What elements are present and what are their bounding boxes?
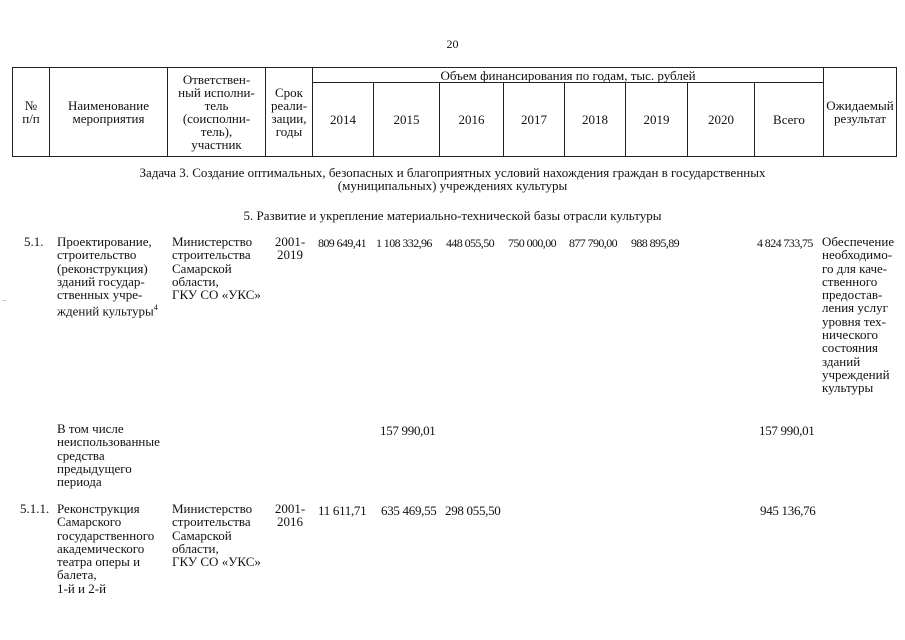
row-total: 157 990,01 (759, 423, 815, 438)
margin-mark: ⁻ (2, 298, 8, 309)
header-year-2017: 2017 (504, 83, 565, 157)
header-year-2014: 2014 (313, 83, 374, 157)
header-num: № п/п (13, 68, 50, 157)
header-financing: Объем финансирования по годам, тыс. рублей (313, 68, 824, 83)
header-year-2020: 2020 (688, 83, 755, 157)
header-responsible: Ответствен- ный исполни- тель (соисполни- тель), участник (168, 68, 266, 157)
row-value-2014: 11 611,71 (318, 503, 367, 518)
header-year-2016: 2016 (440, 83, 504, 157)
row-value-2016: 298 055,50 (445, 503, 501, 518)
header-name: Наименование мероприятия (50, 68, 168, 157)
row-number: 5.1.1. (20, 501, 50, 516)
section-heading: 5. Развитие и укрепление материально-технической базы отрасли культуры (243, 208, 662, 223)
row-value-2015: 635 469,55 (381, 503, 437, 518)
row-value-2018: 877 790,00 (569, 236, 618, 250)
row-name (57, 235, 172, 318)
task-heading: Задача 3. Создание оптимальных, безопасных и благоприятных условий нахождения граждан в государственных (муниципальных) учреждениях культуры (139, 165, 766, 194)
row-term: 2001- 2016 (274, 501, 306, 530)
header-term: Срок реали- зации, годы (266, 68, 313, 157)
header-year-2015: 2015 (374, 83, 440, 157)
row-value-2019: 988 895,89 (631, 236, 680, 250)
header-result: Ожидаемый результат (824, 68, 897, 157)
row-value-2015: 1 108 332,96 (376, 236, 432, 250)
header-year-2019: 2019 (626, 83, 688, 157)
row-total: 945 136,76 (760, 503, 816, 518)
row-name-text: Проектирование, строительство (реконструкция) зданий государ- ственных учре- ждений культуры (57, 234, 154, 319)
row-term: 2001- 2019 (274, 234, 306, 263)
row-value-2017: 750 000,00 (508, 236, 557, 250)
table-header (12, 67, 897, 157)
row-responsible: Министерство строительства Самарской области, ГКУ СО «УКС» (172, 234, 261, 303)
row-result: Обеспечение необходимо- го для каче- ственного предостав- ления услуг уровня тех- нического состояния зданий учреждений культуры (822, 234, 895, 396)
header-year-2018: 2018 (565, 83, 626, 157)
page-number: 20 (446, 37, 459, 51)
row-responsible: Министерство строительства Самарской области, ГКУ СО «УКС» (172, 501, 261, 570)
row-name: Реконструкция Самарского государственного академического театра оперы и балета, 1-й и 2-й (57, 501, 155, 596)
row-total: 4 824 733,75 (757, 236, 813, 250)
row-value-2015: 157 990,01 (380, 423, 436, 438)
footnote-mark: 4 (153, 303, 158, 313)
row-value-2016: 448 055,50 (446, 236, 495, 250)
row-value-2014: 809 649,41 (318, 236, 367, 250)
row-number: 5.1. (24, 234, 44, 249)
header-total: Всего (755, 83, 824, 157)
row-name: В том числе неиспользованные средства предыдущего периода (57, 421, 160, 490)
